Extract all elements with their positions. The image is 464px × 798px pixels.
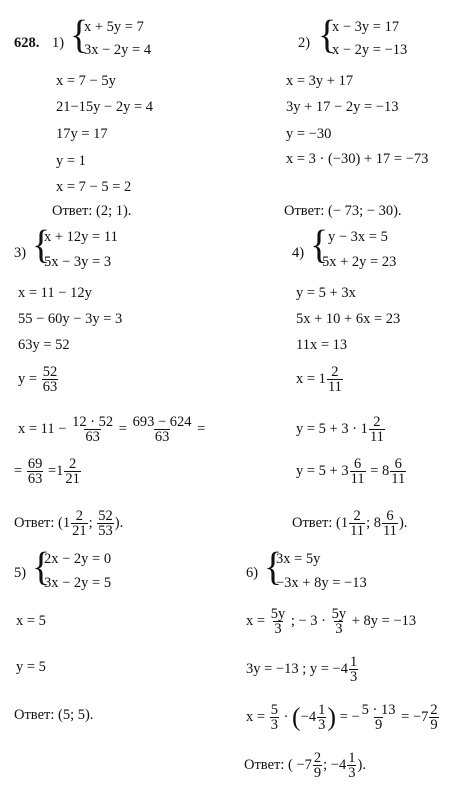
p1-step: y = 1: [56, 153, 86, 169]
p4-y2-lhs: y = 5 + 3: [296, 463, 349, 479]
p6-label: 6): [246, 565, 259, 581]
p4-x-lhs: x = 1: [296, 371, 326, 387]
brace-icon: {: [318, 12, 337, 58]
numerator: 5 · 13: [361, 702, 396, 719]
numerator: 2: [430, 702, 438, 719]
fraction: [27, 457, 44, 486]
p4-y2-mid: = 8: [370, 463, 390, 479]
p3-x-lhs: x = 11 −: [18, 421, 67, 437]
p2-answer-value: (− 73; − 30).: [328, 203, 402, 219]
denominator: 3: [348, 765, 356, 782]
p5-answer: [14, 706, 93, 724]
p4-y2-line: [296, 454, 407, 488]
p3-answer: [14, 506, 123, 540]
numerator: 69: [27, 456, 43, 473]
denominator: 3: [270, 717, 278, 734]
numerator: 2: [353, 508, 361, 525]
numerator: 6: [386, 508, 394, 525]
p4-sys-eq1: y − 3x = 5: [328, 229, 388, 245]
p4-step: 5x + 10 + 6x = 23: [296, 311, 401, 327]
p3-step: x = 11 − 12y: [18, 285, 92, 301]
fraction: [64, 457, 81, 486]
numerator: 1: [350, 654, 358, 671]
numerator: 6: [353, 456, 362, 473]
p6-l3-b: ·: [283, 709, 289, 725]
fraction: [313, 751, 322, 780]
answer-open: ( −7: [288, 757, 312, 773]
p6-l3-a: x =: [246, 709, 266, 725]
equals: =: [47, 463, 57, 479]
fraction: [349, 655, 358, 684]
denominator: 63: [42, 379, 58, 396]
p1-step: 17y = 17: [56, 126, 108, 142]
denominator: 63: [154, 429, 170, 446]
fraction: [347, 751, 356, 780]
denominator: 3: [274, 621, 282, 638]
problem-number: 628.: [14, 35, 40, 51]
denominator: 3: [350, 669, 358, 686]
equals: =: [118, 421, 127, 437]
p6-l3-e: = −: [339, 709, 360, 725]
numerator: 2: [313, 750, 322, 767]
fraction: [71, 509, 88, 538]
p3-step: 55 − 60y − 3y = 3: [18, 311, 123, 327]
p6-answer: [244, 748, 366, 782]
p4-y1-line: [296, 412, 386, 446]
p5-step: x = 5: [16, 613, 46, 629]
p5-answer-value: (5; 5).: [58, 707, 94, 723]
brace-icon: {: [310, 222, 329, 268]
denominator: 53: [98, 523, 113, 540]
p1-step: x = 7 − 5 = 2: [56, 179, 132, 195]
fraction: [327, 365, 343, 394]
p6-line1: [246, 604, 416, 638]
numerator: 6: [394, 456, 402, 473]
answer-sep: ; −4: [323, 757, 347, 773]
fraction: [349, 509, 365, 538]
denominator: 11: [350, 471, 365, 488]
denominator: 63: [85, 429, 100, 446]
p1-step: 21−15y − 2y = 4: [56, 99, 154, 115]
p5-step: y = 5: [16, 659, 46, 675]
p4-step: y = 5 + 3x: [296, 285, 356, 301]
answer-label: Ответ:: [244, 757, 285, 773]
answer-open: (1: [336, 515, 349, 531]
p3-sys-eq2: 5x − 3y = 3: [44, 254, 112, 270]
p2-sys-eq1: x − 3y = 17: [332, 19, 400, 35]
p6-sys-eq1: 3x = 5y: [276, 551, 321, 567]
denominator: 9: [313, 765, 322, 782]
paren-open: (: [292, 702, 301, 732]
p3-step: 63y = 52: [18, 337, 70, 353]
denominator: 11: [369, 429, 384, 446]
answer-close: ).: [398, 515, 408, 531]
p4-label: 4): [292, 245, 305, 261]
p3-x-line: [18, 412, 205, 446]
p6-line3: [246, 700, 440, 735]
p6-l1-c: + 8y = −13: [351, 613, 417, 629]
denominator: 11: [350, 523, 365, 540]
fraction: [317, 703, 326, 732]
fraction: [429, 703, 438, 732]
p4-y1-lhs: y = 5 + 3 · 1: [296, 421, 368, 437]
denominator: 11: [391, 471, 406, 488]
p6-l1-b: ; − 3 ·: [290, 613, 326, 629]
p4-step: 11x = 13: [296, 337, 348, 353]
p4-answer: [292, 506, 407, 540]
brace-icon: {: [70, 12, 89, 58]
p3-y-lhs: y =: [18, 371, 38, 387]
p1-label: 1): [52, 35, 65, 51]
p2-step: x = 3y + 17: [286, 73, 354, 89]
denominator: 3: [335, 621, 343, 638]
numerator: 2: [331, 364, 339, 381]
p6-l3-c: −4: [300, 709, 317, 725]
p6-sys-eq2: −3x + 8y = −13: [276, 575, 367, 591]
p1-system: [70, 12, 180, 60]
numerator: 2: [373, 414, 381, 431]
denominator: 63: [27, 471, 43, 488]
p1-answer-value: (2; 1).: [96, 203, 132, 219]
p4-system: [310, 222, 440, 270]
p2-label: 2): [298, 35, 311, 51]
numerator: 2: [69, 456, 77, 473]
denominator: 11: [327, 379, 342, 396]
numerator: 5y: [331, 606, 347, 623]
denominator: 9: [430, 717, 438, 734]
p1-sys-eq2: 3x − 2y = 4: [84, 42, 152, 58]
answer-sep: ;: [88, 515, 93, 531]
brace-icon: {: [32, 544, 51, 590]
denominator: 3: [318, 717, 326, 734]
equals: =: [14, 463, 23, 479]
fraction: [390, 457, 406, 486]
p6-l2: 3y = −13 ; y = −4: [246, 661, 348, 677]
answer-label: Ответ:: [284, 203, 325, 219]
p6-line2: [246, 652, 359, 686]
p3-system: [32, 222, 152, 270]
numerator: 5y: [270, 606, 286, 623]
brace-icon: {: [32, 222, 51, 268]
p5-label: 5): [14, 565, 27, 581]
answer-open: (1: [58, 515, 71, 531]
p2-step: 3y + 17 − 2y = −13: [286, 99, 399, 115]
p2-sys-eq2: x − 2y = −13: [332, 42, 408, 58]
fraction: [270, 703, 279, 732]
p5-sys-eq1: 2x − 2y = 0: [44, 551, 112, 567]
p3-sys-eq1: x + 12y = 11: [44, 229, 118, 245]
numerator: 1: [318, 702, 326, 719]
p5-sys-eq2: 3x − 2y = 5: [44, 575, 112, 591]
p6-l3-f: = −7: [401, 709, 429, 725]
answer-label: Ответ:: [14, 515, 55, 531]
p4-sys-eq2: 5x + 2y = 23: [322, 254, 397, 270]
p3-y-line: [18, 362, 59, 396]
p3-result-line: [14, 454, 82, 488]
numerator: 693 − 624: [132, 414, 192, 431]
equals: =: [197, 421, 206, 437]
fraction: [369, 415, 385, 444]
p3-label: 3): [14, 245, 27, 261]
p5-system: [32, 544, 142, 592]
p2-step: y = −30: [286, 126, 332, 142]
brace-icon: {: [264, 544, 283, 590]
numerator: 5: [270, 702, 278, 719]
fraction: [361, 703, 397, 732]
p2-system: [318, 12, 438, 60]
answer-close: ).: [114, 515, 124, 531]
p1-answer: [52, 202, 131, 220]
p2-answer: [284, 202, 402, 220]
p1-sys-eq1: x + 5y = 7: [84, 19, 144, 35]
numerator: 52: [42, 364, 58, 381]
denominator: 21: [72, 523, 87, 540]
p6-system: [264, 544, 394, 592]
fraction: [270, 607, 287, 636]
denominator: 21: [65, 471, 80, 488]
numerator: 2: [75, 508, 83, 525]
denominator: 9: [374, 717, 383, 734]
answer-close: ).: [357, 757, 366, 773]
answer-sep: ; 8: [366, 515, 381, 531]
fraction: [42, 365, 59, 394]
p4-x-line: [296, 362, 344, 396]
p6-l1-a: x =: [246, 613, 266, 629]
fraction: [331, 607, 348, 636]
p2-step: x = 3 · (−30) + 17 = −73: [286, 151, 429, 167]
denominator: 11: [382, 523, 397, 540]
paren-close: ): [327, 702, 337, 732]
fraction: [97, 509, 114, 538]
numerator: 1: [348, 750, 356, 767]
numerator: 12 · 52: [72, 414, 114, 431]
fraction: [132, 415, 193, 444]
fraction: [350, 457, 366, 486]
whole-part: 1: [56, 463, 64, 479]
fraction: [71, 415, 114, 444]
numerator: 52: [98, 508, 113, 525]
fraction: [382, 509, 398, 538]
answer-label: Ответ:: [292, 515, 333, 531]
answer-label: Ответ:: [52, 203, 93, 219]
p1-step: x = 7 − 5y: [56, 73, 116, 89]
answer-label: Ответ:: [14, 707, 55, 723]
